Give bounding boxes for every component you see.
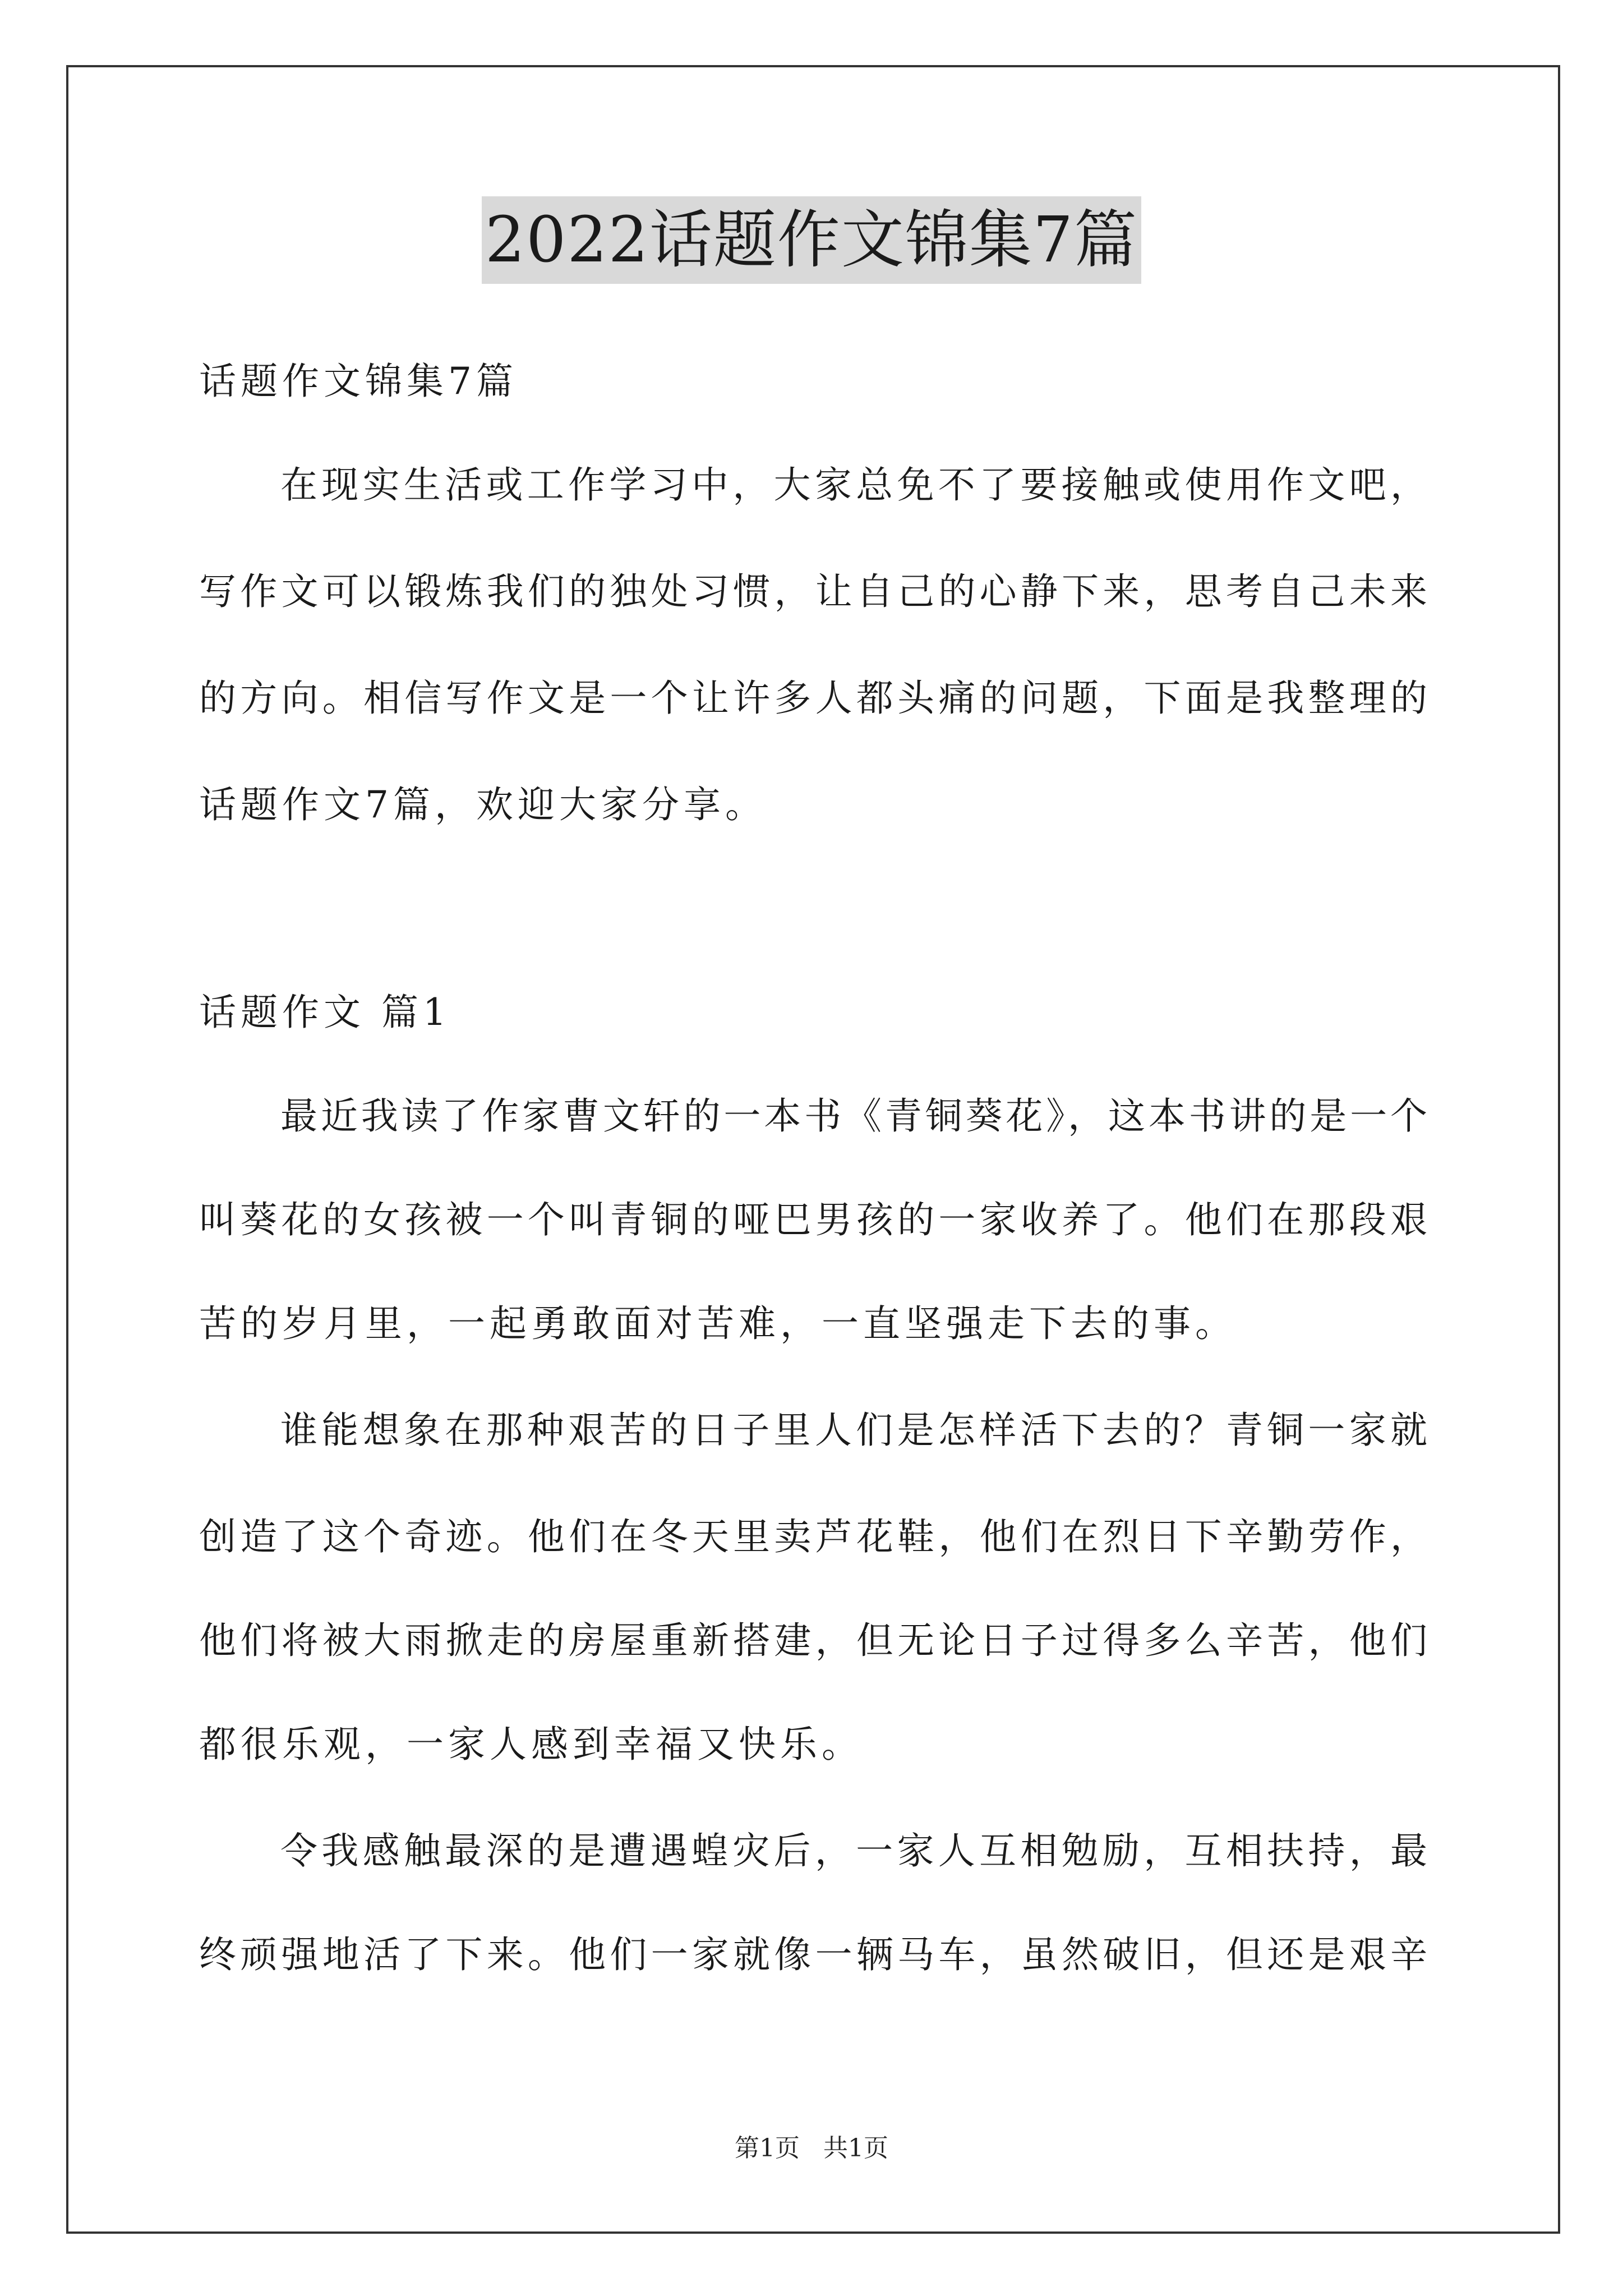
intro-line: 写作文可以锻炼我们的独处习惯，让自己的心静下来，思考自己未来 [199,570,1427,613]
intro-line: 在现实生活或工作学习中，大家总免不了要接触或使用作文吧， [280,463,1427,507]
paragraph-line: 最近我读了作家曹文轩的一本书《青铜葵花》，这本书讲的是一个 [280,1094,1427,1138]
intro-line: 话题作文7篇，欢迎大家分享。 [199,783,767,826]
section-heading: 话题作文 篇1 [199,991,451,1034]
intro-line: 的方向。相信写作文是一个让许多人都头痛的问题，下面是我整理的 [199,677,1427,720]
paragraph-line: 都很乐观，一家人感到幸福又快乐。 [199,1723,863,1766]
document-title: 2022话题作文锦集7篇 [482,196,1141,284]
paragraph-line: 创造了这个奇迹。他们在冬天里卖芦花鞋，他们在烈日下辛勤劳作， [199,1515,1427,1558]
paragraph-line: 终顽强地活了下来。他们一家就像一辆马车，虽然破旧，但还是艰辛 [199,1933,1427,1976]
subtitle: 话题作文锦集7篇 [199,360,518,403]
paragraph-line: 叫葵花的女孩被一个叫青铜的哑巴男孩的一家收养了。他们在那段艰 [199,1198,1427,1241]
title-container [0,196,1623,284]
page-footer: 第1页 共1页 [735,2134,888,2162]
paragraph-line: 令我感触最深的是遭遇蝗灾后，一家人互相勉励，互相扶持，最 [280,1829,1427,1872]
paragraph-line: 他们将被大雨掀走的房屋重新搭建，但无论日子过得多么辛苦，他们 [199,1619,1427,1662]
paragraph-line: 谁能想象在那种艰苦的日子里人们是怎样活下去的？青铜一家就 [280,1409,1427,1452]
paragraph-line: 苦的岁月里，一起勇敢面对苦难，一直坚强走下去的事。 [199,1302,1237,1345]
